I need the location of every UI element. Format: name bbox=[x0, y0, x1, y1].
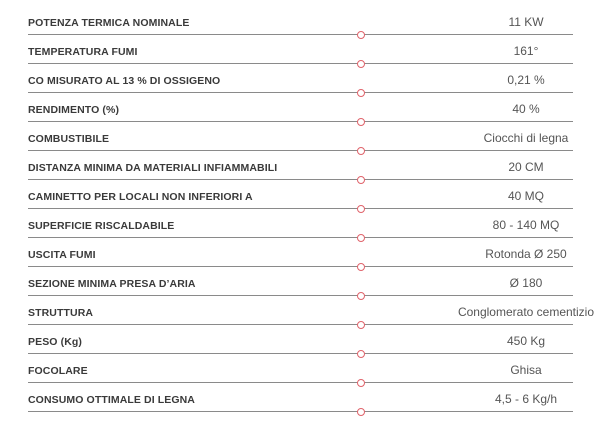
divider-marker-icon bbox=[357, 408, 365, 416]
row-divider bbox=[28, 34, 573, 35]
spec-row-uscita-fumi bbox=[28, 240, 573, 269]
spec-label: CONSUMO OTTIMALE DI LEGNA bbox=[28, 394, 195, 406]
row-divider bbox=[28, 63, 573, 64]
spec-row-potenza bbox=[28, 8, 573, 37]
row-divider bbox=[28, 411, 573, 412]
row-divider bbox=[28, 208, 573, 209]
row-divider bbox=[28, 92, 573, 93]
spec-row-temperatura bbox=[28, 37, 573, 66]
row-divider bbox=[28, 266, 573, 267]
spec-value: 161° bbox=[513, 44, 539, 58]
row-divider bbox=[28, 353, 573, 354]
spec-value: 80 - 140 MQ bbox=[492, 218, 560, 232]
spec-label: CAMINETTO PER LOCALI NON INFERIORI A bbox=[28, 191, 253, 203]
spec-label: USCITA FUMI bbox=[28, 249, 96, 261]
row-divider bbox=[28, 179, 573, 180]
spec-row-co bbox=[28, 66, 573, 95]
row-divider bbox=[28, 150, 573, 151]
spec-row-superficie bbox=[28, 211, 573, 240]
spec-row-struttura bbox=[28, 298, 595, 327]
spec-row-combustibile bbox=[28, 124, 573, 153]
spec-row-consumo bbox=[28, 385, 573, 414]
row-divider bbox=[28, 237, 573, 238]
spec-row-peso bbox=[28, 327, 573, 356]
spec-value: Ø 180 bbox=[509, 276, 543, 290]
spec-value: 450 Kg bbox=[506, 334, 546, 348]
spec-value: Rotonda Ø 250 bbox=[485, 247, 567, 261]
spec-label: COMBUSTIBILE bbox=[28, 133, 110, 145]
spec-label: DISTANZA MINIMA DA MATERIALI INFIAMMABILI bbox=[28, 162, 278, 174]
spec-row-focolare bbox=[28, 356, 573, 385]
spec-label: POTENZA TERMICA NOMINALE bbox=[28, 17, 190, 29]
spec-value: 40 % bbox=[512, 102, 540, 116]
spec-row-distanza bbox=[28, 153, 573, 182]
spec-row-sezione bbox=[28, 269, 573, 298]
spec-value: Conglomerato cementizio bbox=[457, 305, 595, 319]
row-divider bbox=[28, 382, 573, 383]
spec-label: CO MISURATO AL 13 % DI OSSIGENO bbox=[28, 75, 221, 87]
spec-value: Ghisa bbox=[510, 363, 542, 377]
spec-row-rendimento bbox=[28, 95, 573, 124]
row-divider bbox=[28, 121, 573, 122]
spec-value: Ciocchi di legna bbox=[483, 131, 569, 145]
spec-value: 0,21 % bbox=[507, 73, 545, 87]
spec-row-caminetto bbox=[28, 182, 573, 211]
spec-value: 40 MQ bbox=[507, 189, 544, 203]
spec-label: RENDIMENTO (%) bbox=[28, 104, 120, 116]
spec-value: 20 CM bbox=[508, 160, 544, 174]
spec-label: SUPERFICIE RISCALDABILE bbox=[28, 220, 175, 232]
row-divider bbox=[28, 324, 573, 325]
spec-value: 4,5 - 6 Kg/h bbox=[494, 392, 558, 406]
spec-value: 11 KW bbox=[508, 15, 544, 29]
spec-label: STRUTTURA bbox=[28, 307, 94, 319]
spec-label: TEMPERATURA FUMI bbox=[28, 46, 138, 58]
spec-label: SEZIONE MINIMA PRESA D’ARIA bbox=[28, 278, 196, 290]
spec-label: FOCOLARE bbox=[28, 365, 88, 377]
spec-label: PESO (Kg) bbox=[28, 336, 82, 348]
row-divider bbox=[28, 295, 573, 296]
spec-table bbox=[28, 8, 595, 414]
